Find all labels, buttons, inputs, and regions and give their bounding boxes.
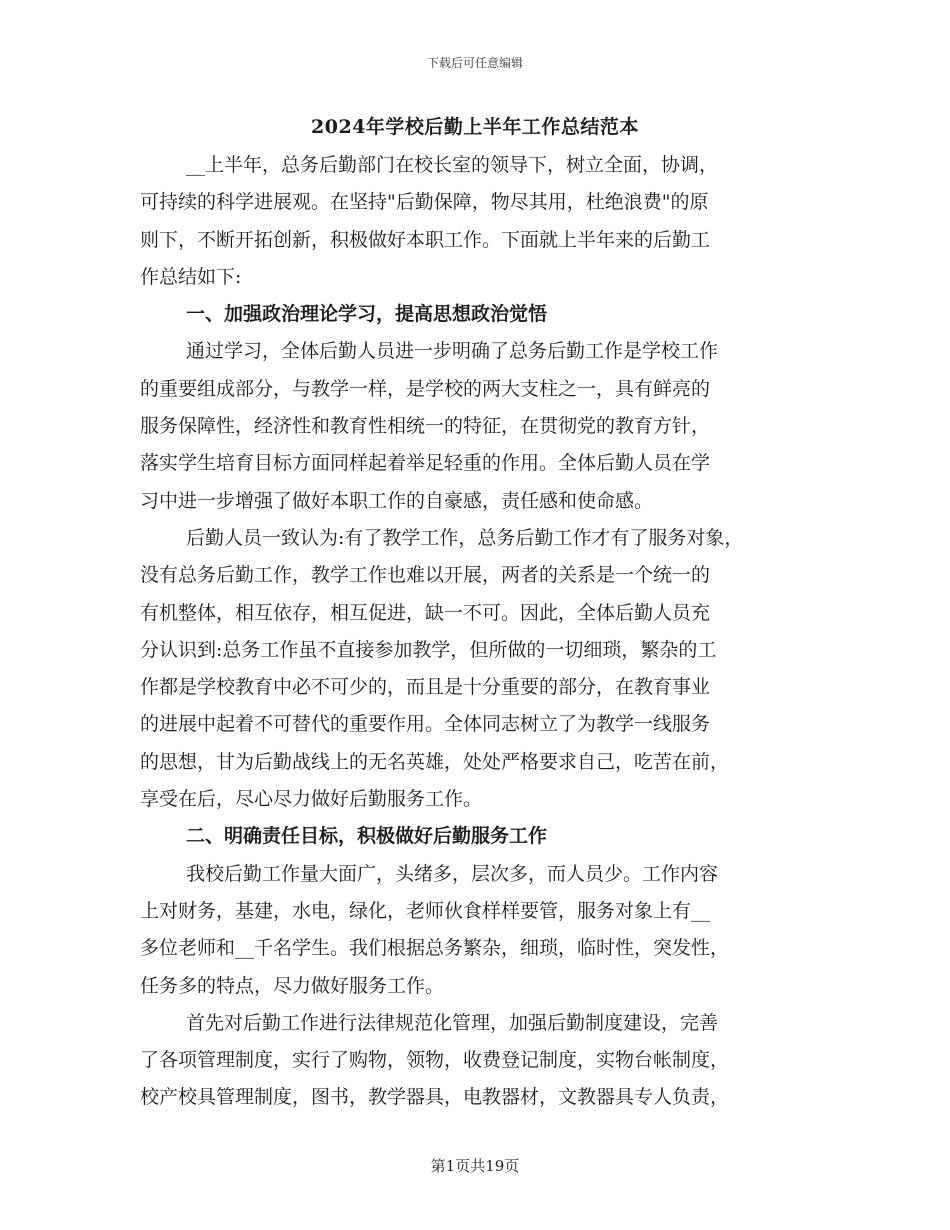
body-line: 上对财务，基建，水电，绿化，老师伙食样样要管，服务对象上有__ bbox=[140, 899, 711, 922]
body-line: 的思想，甘为后勤战线上的无名英雄，处处严格要求自己，吃苦在前， bbox=[140, 750, 730, 773]
document-title: 2024年学校后勤上半年工作总结范本 bbox=[311, 116, 639, 138]
document-body bbox=[140, 147, 830, 1117]
body-line: 校产校具管理制度，图书，教学器具，电教器材，文教器具专人负责， bbox=[140, 1086, 730, 1109]
body-line: 的进展中起着不可替代的重要作用。全体同志树立了为教学一线服务 bbox=[140, 713, 711, 736]
body-line: 分认识到:总务工作虽不直接参加教学，但所做的一切细琐，繁杂的工 bbox=[140, 638, 717, 661]
body-line: 享受在后，尽心尽力做好后勤服务工作。 bbox=[140, 788, 483, 811]
body-line: __上半年，总务后勤部门在校长室的领导下，树立全面，协调， bbox=[186, 154, 719, 176]
body-line: 则下，不断开拓创新，积极做好本职工作。下面就上半年来的后勤工 bbox=[140, 228, 711, 251]
body-line: 作都是学校教育中必不可少的，而且是十分重要的部分，在教育事业 bbox=[140, 676, 711, 699]
body-line: 多位老师和__千名学生。我们根据总务繁杂，细琐，临时性，突发性， bbox=[140, 937, 730, 960]
body-line: 落实学生培育目标方面同样起着举足轻重的作用。全体后勤人员在学 bbox=[140, 452, 711, 475]
body-line: 通过学习，全体后勤人员进一步明确了总务后勤工作是学校工作 bbox=[186, 340, 719, 363]
section-heading: 一、加强政治理论学习，提高思想政治觉悟 bbox=[186, 303, 548, 326]
body-line: 服务保障性，经济性和教育性相统一的特征，在贯彻党的教育方针， bbox=[140, 415, 711, 438]
header-note: 下载后可任意编辑 bbox=[426, 56, 523, 70]
body-line: 任务多的特点，尽力做好服务工作。 bbox=[140, 974, 445, 997]
body-line: 作总结如下: bbox=[140, 265, 242, 288]
body-line: 可持续的科学进展观。在坚持"后勤保障，物尽其用，杜绝浪费"的原 bbox=[140, 191, 709, 214]
body-line: 习中进一步增强了做好本职工作的自豪感，责任感和使命感。 bbox=[140, 489, 654, 512]
body-line: 我校后勤工作量大面广，头绪多，层次多，而人员少。工作内容 bbox=[186, 862, 719, 885]
page-number: 第1页共19页 bbox=[430, 1157, 520, 1175]
body-line: 首先对后勤工作进行法律规范化管理，加强后勤制度建设，完善 bbox=[186, 1011, 719, 1034]
body-line: 没有总务后勤工作，教学工作也难以开展，两者的关系是一个统一的 bbox=[140, 564, 711, 587]
body-line: 后勤人员一致认为:有了教学工作，总务后勤工作才有了服务对象， bbox=[186, 526, 744, 549]
body-line: 有机整体，相互依存，相互促进，缺一不可。因此，全体后勤人员充 bbox=[140, 601, 711, 624]
body-line: 的重要组成部分，与教学一样，是学校的两大支柱之一，具有鲜亮的 bbox=[140, 377, 711, 400]
body-line: 了各项管理制度，实行了购物，领物，收费登记制度，实物台帐制度， bbox=[140, 1049, 730, 1072]
section-heading: 二、明确责任目标，积极做好后勤服务工作 bbox=[186, 825, 548, 848]
